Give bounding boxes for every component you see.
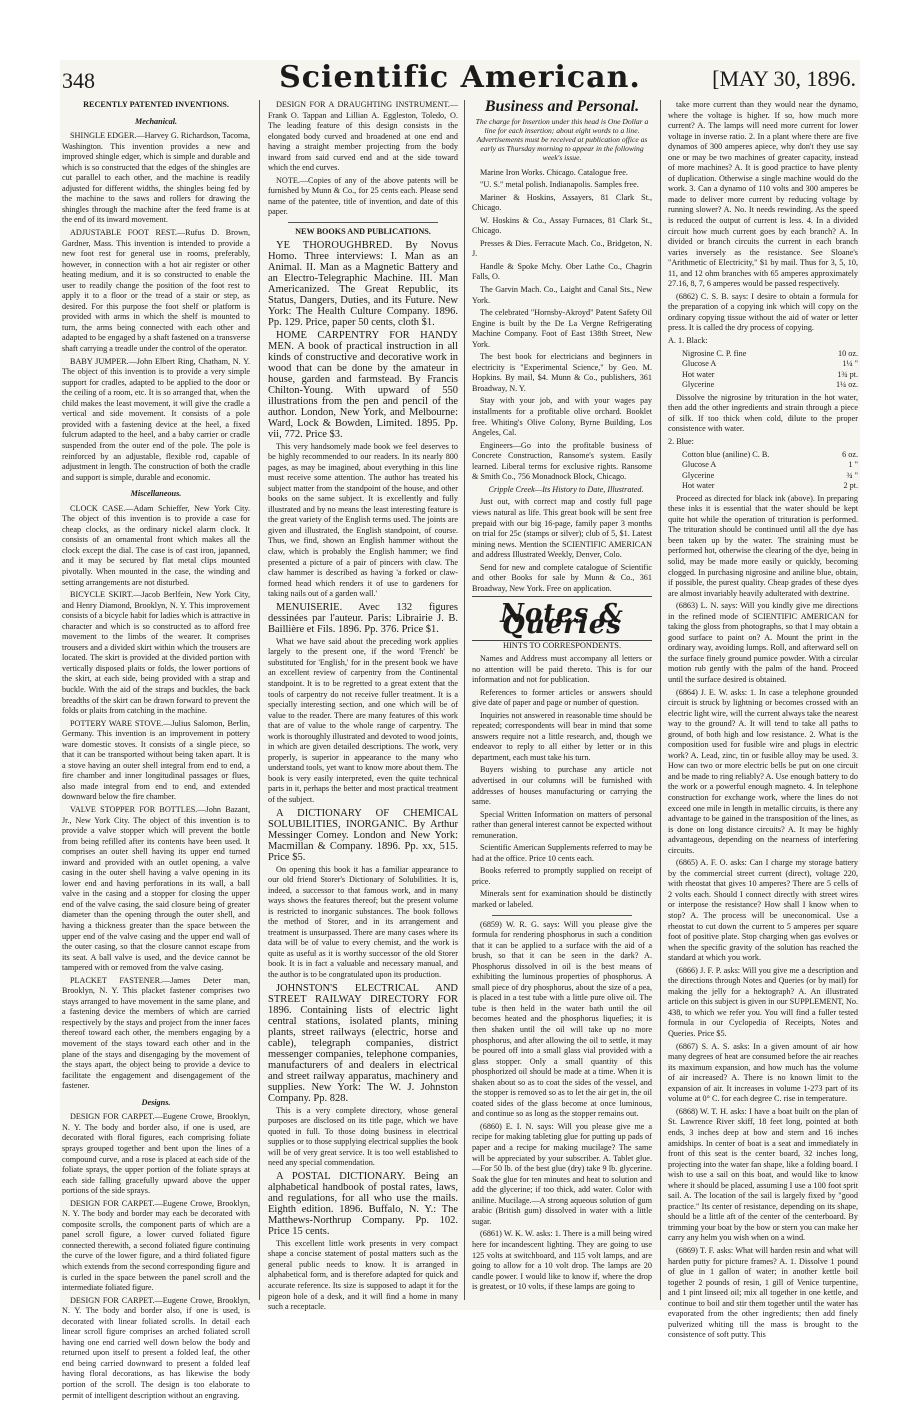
query-item: (6861) W. K. W. asks: 1. There is a mill being wired here for incandescent lighting. They are going to use 125 volts at switchboard, and 115 volt lamps, and are going to allow for a 10 volt drop. The lamps are 20 candle power. I would like to know if, where the drop is greatest, or 10 volts, if these lamps are going to [472, 1229, 652, 1292]
hint-item: Scientific American Supplements referred to may be had at the office. Price 10 cents each. [472, 843, 652, 863]
hint-item: Special Written Information on matters of personal rather than general interest cannot be expected without remuneration. [472, 809, 652, 840]
advertisement: Mariner & Hoskins, Assayers, 81 Clark St., Chicago. [472, 192, 652, 213]
advertisement: Handle & Spoke Mchy. Ober Lathe Co., Chagrin Falls, O. [472, 261, 652, 282]
book-entry: YE THOROUGHBRED. By Novus Homo. Three interviews: I. Man as an Animal. II. Man as a Magnetic Battery and an Electro-Telegraphic Machine. III. Man Americanized. The Great Republic, its Status, Dangers, Duties, and its Future. New York: The Health Culture Company. 1896. Pp. 129. Price, paper 50 cents, cloth $1. [268, 239, 458, 328]
column-rule [259, 100, 260, 1300]
article-item: CLOCK CASE.—Adam Schieffer, New York City. The object of this invention is to provide a case for cheap clocks, as the ordinary nickel alarm clock. It consists of an ornamental front which makes all the clock except the dial. The case is of cast iron, japanned, and it may be secured by flat metal clips mounted pivotally. When mounted in the case, the winding and setting arrangements are not disturbed. [62, 503, 250, 587]
page-header [60, 60, 860, 100]
recipe-text: Proceed as directed for black ink (above). In preparing these inks it is essential that the water should be kept quite hot while the operation of trituration is performed. The trituration should be continued until all the dye has been taken up by the water. The straining must be performed hot, otherwise the clearing of the dye, being in solid, may be made more easily or quickly, becoming clogged. In purchasing nigrosine and aniline blue, obtain, if possible, the purest quality. Cheap grades of these dyes are almost invariably heavily adulterated with dextrine. [668, 493, 858, 598]
recipe-row: Hot water 2 pt. [682, 481, 858, 491]
divider [288, 222, 438, 223]
advertisement: Just out, with correct map and costly full page views natural as life. This great book will be sent free prepaid with our big 16-page, family paper 3 months on trial for 25c (stamps or silver); club of 5, $1. Latest mining news. Mention the SCIENTIFIC AMERICAN and address Illustrated Weekly, Denver, Colo. [472, 497, 652, 560]
book-review: What we have said about the preceding work applies largely to the present one, if the word 'French' be substituted for 'English,' for in the present book we have an excellent review of carpentry from the Continental standpoint. It is to be regretted to a great extent that the tools of carpentry do not receive fuller treatment. It is a specially interesting section, and one which will be of value to the reader. There are many features of this work that are of value to the whole range of carpentry. The work is thoroughly illustrated and devoted to wood joints, in which are given detailed descriptions. The work, very properly, is superior in appearance to the many who understand tools, yet want to know more about them. The book is very easily interpreted, even the quite technical parts in it, perhaps the better and most practical treatment of the subject. [268, 636, 458, 804]
query-item: (6865) A. F. O. asks: Can I charge my storage battery by the commercial street current (direct), voltage 220, with rheostat that gives 10 amperes? There are 5 cells of 2 volts each. Should I connect directly with street wires or interpose the resistance? How shall I know when to stop? A. The process will be uneconomical. Use a rheostat to cut down the current to 5 amperes per square foot of positive plate. Stop charging when gas evolves or when the specific gravity of the solution has reached the standard at which you work. [668, 858, 858, 963]
recipe-row: Glucose A 1¼ " [682, 359, 858, 369]
book-entry: MENUISERIE. Avec 132 figures dessinées par l'auteur. Paris: Librairie J. B. Baillière et Fils. 1896. Pp. 376. Price $1. [268, 601, 458, 635]
query-item: (6862) C. S. B. says: I desire to obtain a formula for the preparation of a copying ink which will copy on the ordinary copying tissue without the aid of water or letter press. It is called the dry process of copying. [668, 291, 858, 333]
column-rule [464, 100, 465, 1300]
hint-item: Buyers wishing to purchase any article not advertised in our columns will be furnished with addresses of houses manufacturing or carrying the same. [472, 765, 652, 807]
query-item: take more current than they would near the dynamo, where the voltage is higher. If so, how much more current? A. The lamps will need more current for lower voltage in inverse ratio. 2. In a plant where there are five dynamos of 300 amperes apiece, why don't they use say one or may be two machines of greater capacity, instead of more machines? A. It is good practice to have plenty of duplication. Otherwise a single machine would do the work. 3. Can a dynamo of 110 volts and 300 amperes be made to deliver more current by reducing voltage by running slower? A. No. It needs rewinding. As the speed is reduced the output of current is less. 4. In a divided circuit how much current goes by each branch? A. In divided or branch circuits the current in each branch varies inversely as the resistance. See Sloane's "Arithmetic of Electricity," $1 by mail. Thus for 3, 5, 10, 11, and 12 ohm branches with 65 amperes approximately 27.16, 8, 7, 6 amperes would be passed respectively. [668, 100, 858, 289]
query-item: (6866) J. F. P. asks: Will you give me a description and the directions through Notes and Queries (or by mail) for making the jelly for a hektograph? A. An illustrated article on this subject is given in our SUPPLEMENT, No. 438, to which we refer you. You will find a fuller tested formula in our Cyclopedia of Receipts, Notes and Queries. Price $5. [668, 965, 858, 1039]
query-item: (6864) J. E. W. asks: 1. In case a telephone grounded circuit is struck by lightning or becomes crossed with an electric light wire, will the current always take the nearest way to the ground? A. It will tend to take all paths to ground, of both high and low resistance. 2. What is the composition used for fusible wire and plugs in electric work? A. Lead, zinc, tin or fusible alloy may be used. 3. How can two or more electric bells be put on one circuit and be made to ring reliably? A. Use enough battery to do the work or a powerful enough magneto. 4. In telephone construction for exchange work, where the lines do not exceed one mile in length in metallic circuits, is there any advantage to be gained in the transposition of the lines, as is done on long distance circuits? A. It may be highly advantageous, depending on the nearness of interfering circuits. [668, 687, 858, 855]
query-item: (6869) T. F. asks: What will harden resin and what will harden putty for picture frames? A. 1. Dissolve 1 pound of glue in 1 gallon of water; in another kettle boil together 2 pounds of resin, 1 gill of Venice turpentine, and 1 pint linseed oil; mix all together in one kettle, and continue to boil and stir them together until the water has evaporated from the other ingredients; then add finely pulverized whiting till the mass is brought to the consistence of soft putty. This [668, 1245, 858, 1340]
book-entry: JOHNSTON'S ELECTRICAL AND STREET RAILWAY DIRECTORY FOR 1896. Containing lists of electric light central stations, isolated plants, mining plants, street railways (electric, horse and cable), telegraph companies, district messenger companies, telephone companies, manufacturers of and dealers in electrical and street railway apparatus, machinery and supplies. New York: The W. J. Johnston Company. Pp. 828. [268, 982, 458, 1104]
article-item: DESIGN FOR CARPET.—Eugene Crowe, Brooklyn, N. Y. The body and border also, if one is used, is decorated with linear foliated scrolls. In detail each linear scroll figure comprises an arched foliated scroll having one end carried well down below the body and returned upon itself to present a folded leaf, the other end being carried downward to present a folded leaf having floral decorations, as has likewise the body portion of the scroll. The design is too elaborate to permit of intelligent description without an engraving. [62, 1295, 250, 1400]
section-title: Business and Personal. [484, 98, 640, 115]
article-item: PLACKET FASTENER.—James Deter man, Brooklyn, N. Y. This placket fastener comprises two stays arranged to have movement in the same plane, and a fastening device the members of which are carried respectively by the stays and project from the inner faces thereof toward each other, the members engaging by a movement of the stays toward each other and in the plane of the stays and disengaging by the movement of the stays apart, the object being to provide a device to facilitate the engagement and disengagement of the fastener. [62, 975, 250, 1091]
recipe-row: Glycerine ¾ " [682, 470, 858, 480]
book-entry: HOME CARPENTRY FOR HANDY MEN. A book of practical instruction in all kinds of constructive and decorative work in wood that can be done by the amateur in house, garden and farmstead. By Francis Chilton-Young. With upward of 550 illustrations from the pen and pencil of the author. London, New York, and Melbourne: Ward, Lock & Bowden, Limited. 1895. Pp. vii, 772. Price $3. [268, 329, 458, 440]
article-item: BICYCLE SKIRT.—Jacob Berlfein, New York City, and Henry Diamond, Brooklyn, N. Y. This improvement consists of a bicycle habit for ladies which is attractive in character and which is so constructed as to afford free movement to the limbs of the wearer. It comprises trousers and a divided skirt within which the trousers are located. The skirt is provided at the divided portion with vertically disposed plaits or folds, the lower portions of the skirt, at each side, being provided with a strap and buckle. With the aid of the straps and buckles, the back breadths of the skirt can be drawn forward to prevent the folds or plaits from catching in the machine. [62, 590, 250, 716]
section-title: RECENTLY PATENTED INVENTIONS. [83, 100, 229, 109]
book-entry: A DICTIONARY OF CHEMICAL SOLUBILITIES, INORGANIC. By Arthur Messinger Comey. London and New York: Macmillan & Company. 1896. Pp. xx, 515. Price $5. [268, 807, 458, 863]
notes-queries-banner [472, 596, 652, 641]
article-item: VALVE STOPPER FOR BOTTLES.—John Bazant, Jr., New York City. The object of this invention is to provide a valve stopper which will prevent the bottle from being refilled after its contents have been used. It comprises an outer shell having its upper end turned inward and provided with an outlet opening, a valve casing in the outer shell having a valve opening in its lower end and having perforations in its wall, a ball valve in the casing and a stopper for closing the upper end of the valve casing, the said closure being of greater diameter than the opening through the outer shell, and having a thickness greater than the space between the upper end of the valve casing and the upper end wall of the outer casing, so that the closure cannot escape from its seat. A ball valve is used, and the device cannot be tampered with or removed from the valve casing. [62, 805, 250, 973]
insertion-notice: The charge for Insertion under this head is One Dollar a line for each insertion; about eight words to a line. Advertisements must be received at publication office as early as Thursday morning to appear in the following week's issue. [475, 116, 649, 162]
article-item: POTTERY WARE STOVE.—Julius Salomon, Berlin, Germany. This invention is an improvement in pottery ware domestic stoves. It consists of a single piece, so that it can be transported without being taken apart. It is a stove having an outer shell integral from end to end, a fire chamber and inner longitudinal passages or flues, also made integral from end to end, and extended downward below the fire chamber. [62, 718, 250, 802]
column-queries-continued [668, 100, 858, 1340]
article-item: DESIGN FOR A DRAUGHTING INSTRUMENT.—Frank O. Tappan and Lillian A. Eggleston, Toledo, O. The leading feature of this design consists in the elongated body curved and broadened at one end and having a straight member projecting from the body inward from said curved end and at the side toward which the end curves. [268, 100, 458, 173]
hint-item: Inquiries not answered in reasonable time should be repeated; correspondents will bear in mind that some answers require not a little research, and, though we endeavor to reply to all either by letter or in this department, each must take his turn. [472, 710, 652, 762]
recipe-label: 2. Blue: [668, 436, 694, 446]
advertisement: Presses & Dies. Ferracute Mach. Co., Bridgeton, N. J. [472, 238, 652, 259]
hint-item: References to former articles or answers should give date of paper and page or number of question. [472, 687, 652, 708]
notes-queries-title: Notes & Queries [500, 599, 624, 640]
hint-item: Names and Address must accompany all letters or no attention will be paid thereto. This is for our information and not for publication. [472, 653, 652, 685]
query-item: (6860) E. I. N. says: Will you please give me a recipe for making tableting glue for putting up pads of paper and a recipe for making mucilage? The same will be appreciated by your subscriber. A. Tablet glue.—For 50 lb. of the best glue (dry) take 9 lb. glycerine. Soak the glue for ten minutes and heat to solution and add the glycerine; if too thick, add water. Color with aniline. Mucilage.—A strong aqueous solution of gum arabic (British gum) dissolved in water with a little sugar. [472, 1121, 652, 1226]
advertisement: The celebrated "Hornsby-Akroyd" Patent Safety Oil Engine is built by the De La Vergne Refrigerating Machine Company. Foot of East 138th Street, New York. [472, 308, 652, 349]
hint-item: Minerals sent for examination should be distinctly marked or labeled. [472, 889, 652, 909]
advertisement: Cripple Creek—Its History to Date, Illustrated. [488, 484, 644, 494]
recipe-table-blue [682, 450, 858, 492]
column-new-books [268, 100, 458, 1312]
recipe-row: Glycerine 1¼ oz. [682, 380, 858, 390]
book-entry: A POSTAL DICTIONARY. Being an alphabetical handbook of postal rates, laws, and regulations, for all who use the mails. Eighth edition. 1896. Buffalo, N. Y.: The Matthews-Northrup Company. Pp. 102. Price 15 cents. [268, 1170, 458, 1237]
query-item: (6859) W. R. G. says: Will you please give the formula for rendering phosphorus in such a condition that it can be applied to a surface with the aid of a brush, so that it can be seen in the dark? A. Phosphorus dissolved in oil is the best means of exhibiting the luminous properties of phosphorus. A small piece of dry phosphorus, about the size of a pea, is placed in a test tube with a little pure olive oil. The tube is then held in the water bath until the oil becomes heated and the phosphorus liquefies; it is then shaken until the oil will take up no more phosphorus, and after allowing the oil to settle, it may be poured off into a small glass vial provided with a glass stopper. Only a small quantity of this phosphorized oil should be made at a time. When it is shaken about so as to coat the sides of the vessel, and the stopper is removed so as to let the air get in, the oil coated sides of the glass become at once luminous, and continue so as long as the stopper remains out. [472, 919, 652, 1119]
article-item: BABY JUMPER.—John Elbert Ring, Chatham, N. Y. The object of this invention is to provide a very simple support for cradles, adapted to be applied to the door or the ceiling of a room, etc. It is so arranged that, when the child makes the least movement, it will give the cradle a vertical and side movement. It consists of a pole provided with a fastening device at the heel, a fixed fulcrum adapted to the heel, and a baby carrier or cradle suspended from the outer end of the pole. The pole is reinforced by an adjustable, flexible rod, capable of adjustment in length. The construction of both the cradle and support is simple, durable and economic. [62, 356, 250, 482]
advertisement: The Garvin Mach. Co., Laight and Canal Sts., New York. [472, 285, 652, 305]
query-item: (6867) S. A. S. asks: In a given amount of air how many degrees of heat are consumed before the air reaches its maximum expansion, and how much has the volume of air increased? A. There is no known limit to the expansion of air. It increases in volume 1-273 part of its volume at 0° C. for each degree C. rise in temperature. [668, 1041, 858, 1104]
advertisement: Engineers—Go into the profitable business of Concrete Construction, Ransome's system. Easily learned. Liberal terms for exclusive rights. Ransome & Smith Co., 756 Monadnock Block, Chicago. [472, 440, 652, 482]
book-review: This is a very complete directory, whose general purposes are disclosed on its title page, which we have quoted in full. To those doing business in electrical supplies or to those supplying electrical supplies the book will be of very great service. It is too well established to need any special commendation. [268, 1105, 458, 1168]
article-item: SHINGLE EDGER.—Harvey G. Richardson, Tacoma, Washington. This invention provides a new and improved shingle edger, which is simple and durable and which is so constructed that the edges of the shingles are cut parallel to each other, and the machine is readily adjusted for different widths, the shingles being fed by the machine to the saws and rollers for drawing the shingles through the machine after the feed frame is at the end of its inward movement. [62, 131, 250, 225]
advertisement: Marine Iron Works. Chicago. Catalogue free. [480, 167, 628, 177]
query-item: (6863) L. N. says: Will you kindly give me directions in the refined mode of SCIENTIFIC AMERICAN for taking the gloss from photographs, so that I may obtain a good surface to paint on? A. Mount the print in the ordinary way, avoiding lumps. Roll, and afterward sell on the surface finely ground pumice powder. With a circular motion rub gently with the palm of the hand. Proceed until the surface desired is obtained. [668, 601, 858, 684]
recipe-row: Glucose A 1 " [682, 460, 858, 470]
book-review: This excellent little work presents in very compact shape a concise statement of postal matters such as the general public needs to know. It is arranged in alphabetical form, and is therefore adapted for quick and accurate reference. Its size is supposed to adapt it for the pigeon hole of a desk, and it will find a home in many such a receptacle. [268, 1238, 458, 1312]
recipe-text: Dissolve the nigrosine by trituration in the hot water, then add the other ingredients and strain through a piece of silk. If too thick when cold, dilute to the proper consistence with water. [668, 392, 858, 434]
advertisement: W. Hoskins & Co., Assay Furnaces, 81 Clark St., Chicago. [472, 215, 652, 236]
recipe-row: Cotton blue (aniline) C. B. 6 oz. [682, 449, 858, 459]
query-item: (6868) W. T. H. asks: I have a boat built on the plan of St. Lawrence River skiff, 18 feet long, pointed at both ends, 3 inches deep at bow and stern and 16 inches amidships. In center of boat is a seat and immediately in front of this seat is the center board, 32 inches long, projecting into the water fan shape, like a folding board. I wish to use a sail on this boat, and would like to know where it should be placed, assuming I use a 100 foot sprit sail. A. The location of the sail is largely fixed by "good practice." Its center of resistance, depending on its shape, should be a little aft of the center of the centerboard. By trimming your boat by the bow or stern you can make her carry any helm you wish when on a wind. [668, 1106, 858, 1243]
recipe-label: A. 1. Black: [668, 336, 708, 346]
section-title: NEW BOOKS AND PUBLICATIONS. [295, 227, 431, 237]
advertisement: Stay with your job, and with your wages pay installments for a profitable olive orchard. Booklet free. Whiting's Olive Colony, Byrne Building, Los Angeles, Cal. [472, 396, 652, 438]
newspaper-page [60, 60, 860, 1400]
column-patented-inventions [62, 100, 250, 1400]
patent-note: NOTE.—Copies of any of the above patents will be furnished by Munn & Co., for 25 cents each. Please send name of the patentee, title of invention, and date of this paper. [268, 175, 458, 217]
column-rule [660, 100, 661, 1300]
issue-date: [MAY 30, 1896. [712, 66, 856, 91]
advertisement: Send for new and complete catalogue of Scientific and other Books for sale by Munn & Co., 361 Broadway, New York. Free on application. [472, 562, 652, 593]
book-review: On opening this book it has a familiar appearance to our old friend Storer's Dictionary of Solubilities. It is, indeed, a successor to that famous work, and in many ways shows the features thereof; but the present volume is restricted to inorganic substances. The book follows the method of Storer, and in its arrangement and treatment is unsurpassed. There are many cases where its data will be of value to every chemist, and the work is quite as useful as it is worthy successor of the old Storer book. It is in fact a valuable and necessary manual, and the author is to be congratulated upon its production. [268, 864, 458, 979]
subsection-miscellaneous: Miscellaneous. [130, 489, 182, 499]
advertisement: The best book for electricians and beginners in electricity is "Experimental Science," by Geo. M. Hopkins. By mail, $4. Munn & Co., publishers, 361 Broadway, N. Y. [472, 352, 652, 393]
masthead-title: Scientific American. [279, 60, 641, 95]
hints-title: HINTS TO CORRESPONDENTS. [502, 641, 622, 651]
advertisement: "U. S." metal polish. Indianapolis. Samples free. [480, 180, 639, 190]
page-number: 348 [62, 68, 95, 93]
article-item: ADJUSTABLE FOOT REST.—Rufus D. Brown, Gardner, Mass. This invention is intended to provide a new foot rest for general use in rooms, preferably, however, in connection with a hot air register or other heating medium, and it is so constructed to enable the user to readily change the position of the foot rest to apply it to a floor or the tread of a stair or step, as desired. For this purpose the foot shelf or platform is provided with arms in which the shelf is mounted to turn, the arms being connected with each other and adapted to be engaged by a shaft fastened on a transverse shaft carrying a treadle under the control of the operator. [62, 228, 250, 354]
subsection-mechanical: Mechanical. [134, 116, 178, 126]
recipe-row: Hot water 1¾ pt. [682, 369, 858, 379]
article-item: DESIGN FOR CARPET.—Eugene Crowe, Brooklyn, N. Y. The body and border also, if one is used, are decorated with floral figures, each comprising foliate sprays grouped together and bent upon the lines of a compound curve, and a rose is placed at each side of the foliate sprays, the upper portion of the foliate sprays at each side falling gracefully upward above the upper portions of the side sprays. [62, 1112, 250, 1196]
book-review: This very handsomely made book we feel deserves to be highly recommended to our readers. In its nearly 800 pages, as may be imagined, about everything in this line must receive some attention. The author has treated his subject matter from the standpoint of the house, and other books on the same subject. It is excellently and fully illustrated and by no means the least interesting feature is the great variety of the English terms used. The joints are given and illustrated, the English standpoint, of course. Thus, we find, shown an English hammer without the claw, which is probably the English hammer; we find presented a picture of a pair of pincers with claw. The claw hammer is described as having 'a forked or claw-formed head which renders it of use to gardeners for taking nails out of a garden wall.' [268, 441, 458, 599]
article-item: DESIGN FOR CARPET.—Eugene Crowe, Brooklyn, N. Y. The body and border may each be decorated with composite scrolls, the component parts of which are a panel scroll figure, a lower curved foliated figure connected therewith, a second foliated figure continuing the curve of the lower figure, and a third foliated figure which extends from the second corresponding figure and is curled in the space between the panel scroll and the intermediate foliated figure. [62, 1198, 250, 1293]
divider [492, 915, 632, 916]
recipe-table-black [682, 349, 858, 391]
hint-item: Books referred to promptly supplied on receipt of price. [472, 866, 652, 886]
recipe-row: Nigrosine C. P. fine 10 oz. [682, 348, 858, 358]
subsection-designs: Designs. [141, 1097, 171, 1107]
column-business-personal [472, 100, 652, 1305]
